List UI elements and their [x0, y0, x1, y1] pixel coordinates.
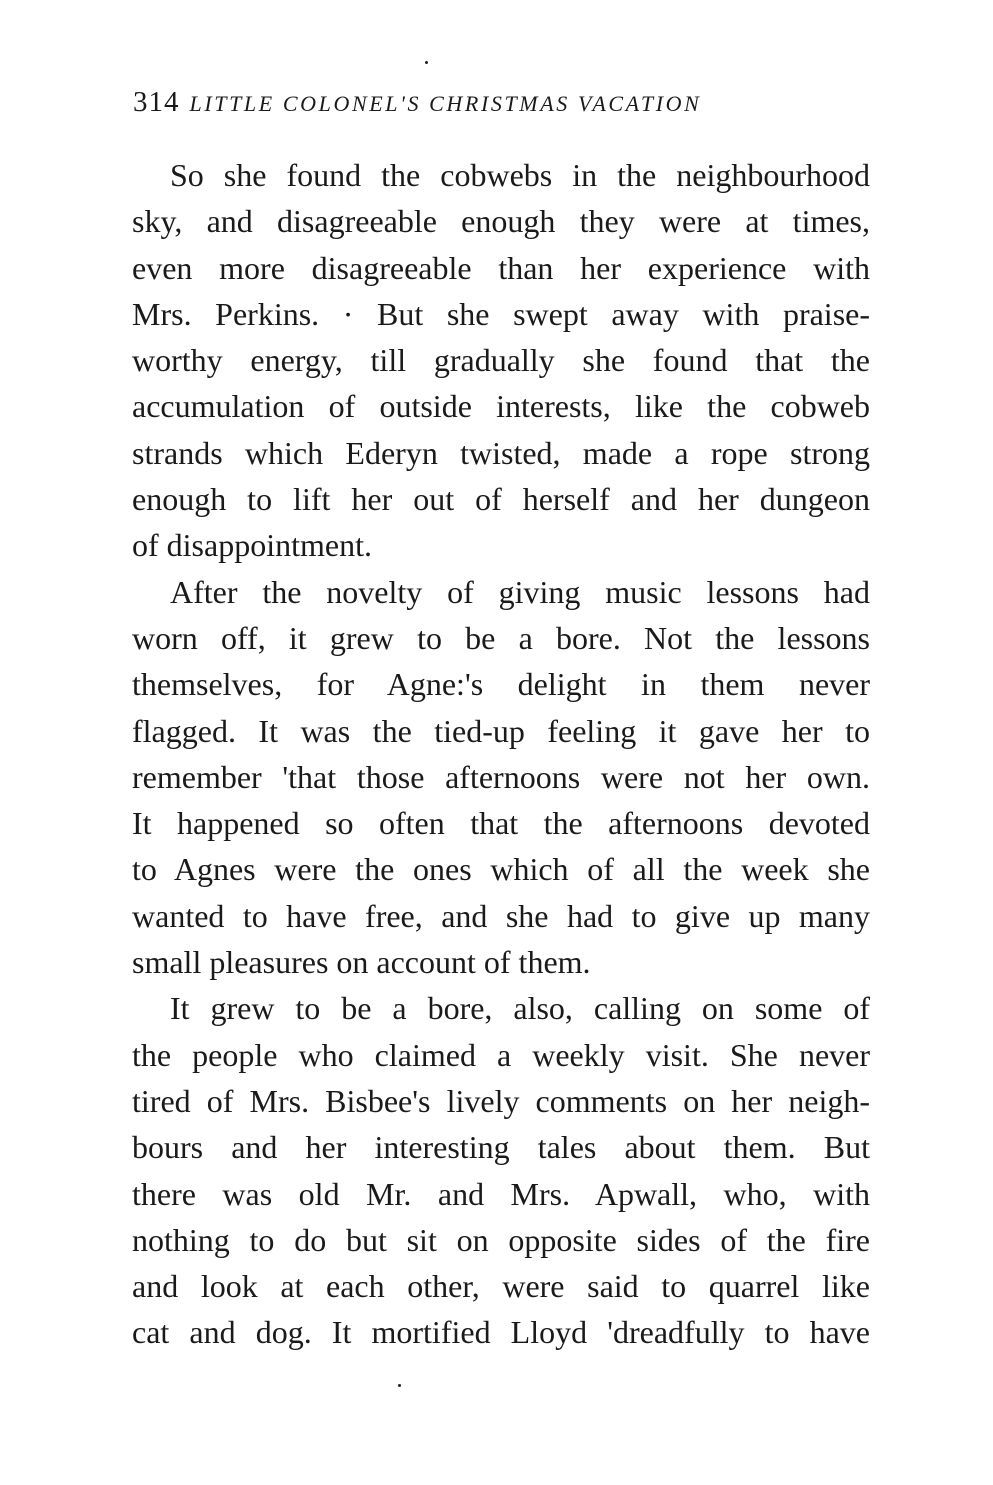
- text-line: It grew to be a bore, also, calling on some of: [170, 990, 870, 1027]
- text-line: even more disagreeable than her experience with: [132, 249, 870, 286]
- body-text: [132, 152, 870, 1356]
- text-line: accumulation of outside interests, like the cobweb: [132, 388, 870, 425]
- text-line: to Agnes were the ones which of all the week she: [132, 851, 870, 888]
- text-line: bours and her interesting tales about them. But: [132, 1129, 870, 1166]
- text-line: nothing to do but sit on opposite sides of the fire: [132, 1221, 870, 1258]
- text-line: flagged. It was the tied-up feeling it gave her to: [132, 712, 870, 749]
- text-line: strands which Ederyn twisted, made a rope strong: [132, 434, 870, 471]
- text-line: worn off, it grew to be a bore. Not the lessons: [132, 619, 870, 656]
- text-line: and look at each other, were said to quarrel like: [132, 1268, 870, 1305]
- text-line: of disappointment.: [132, 527, 372, 564]
- paragraph: [132, 985, 870, 1355]
- text-line: the people who claimed a weekly visit. She never: [132, 1036, 870, 1073]
- text-line: cat and dog. It mortified Lloyd 'dreadfully to have: [132, 1314, 870, 1351]
- running-header: [133, 86, 873, 126]
- speck-mark: [425, 61, 428, 64]
- text-line: tired of Mrs. Bisbee's lively comments on her neigh-: [132, 1082, 870, 1119]
- text-line: Mrs. Perkins. · But she swept away with praise-: [132, 295, 870, 332]
- text-line: there was old Mr. and Mrs. Apwall, who, with: [132, 1175, 870, 1212]
- text-line: themselves, for Agne:'s delight in them never: [132, 666, 870, 703]
- text-line: After the novelty of giving music lessons had: [170, 573, 870, 610]
- text-line: worthy energy, till gradually she found that the: [132, 342, 870, 379]
- text-line: small pleasures on account of them.: [132, 944, 591, 981]
- page-number: 314: [133, 86, 180, 118]
- text-line: It happened so often that the afternoons devoted: [132, 805, 870, 842]
- running-title: LITTLE COLONEL'S CHRISTMAS VACATION: [189, 91, 702, 116]
- text-line: wanted to have free, and she had to give up many: [132, 897, 870, 934]
- text-line: sky, and disagreeable enough they were at times,: [132, 203, 870, 240]
- paragraph: [132, 569, 870, 986]
- text-line: So she found the cobwebs in the neighbourhood: [170, 157, 870, 193]
- text-line: enough to lift her out of herself and her dungeon: [132, 481, 870, 518]
- text-line: remember 'that those afternoons were not her own.: [132, 758, 870, 795]
- speck-mark: [398, 1384, 401, 1387]
- paragraph: [132, 152, 870, 569]
